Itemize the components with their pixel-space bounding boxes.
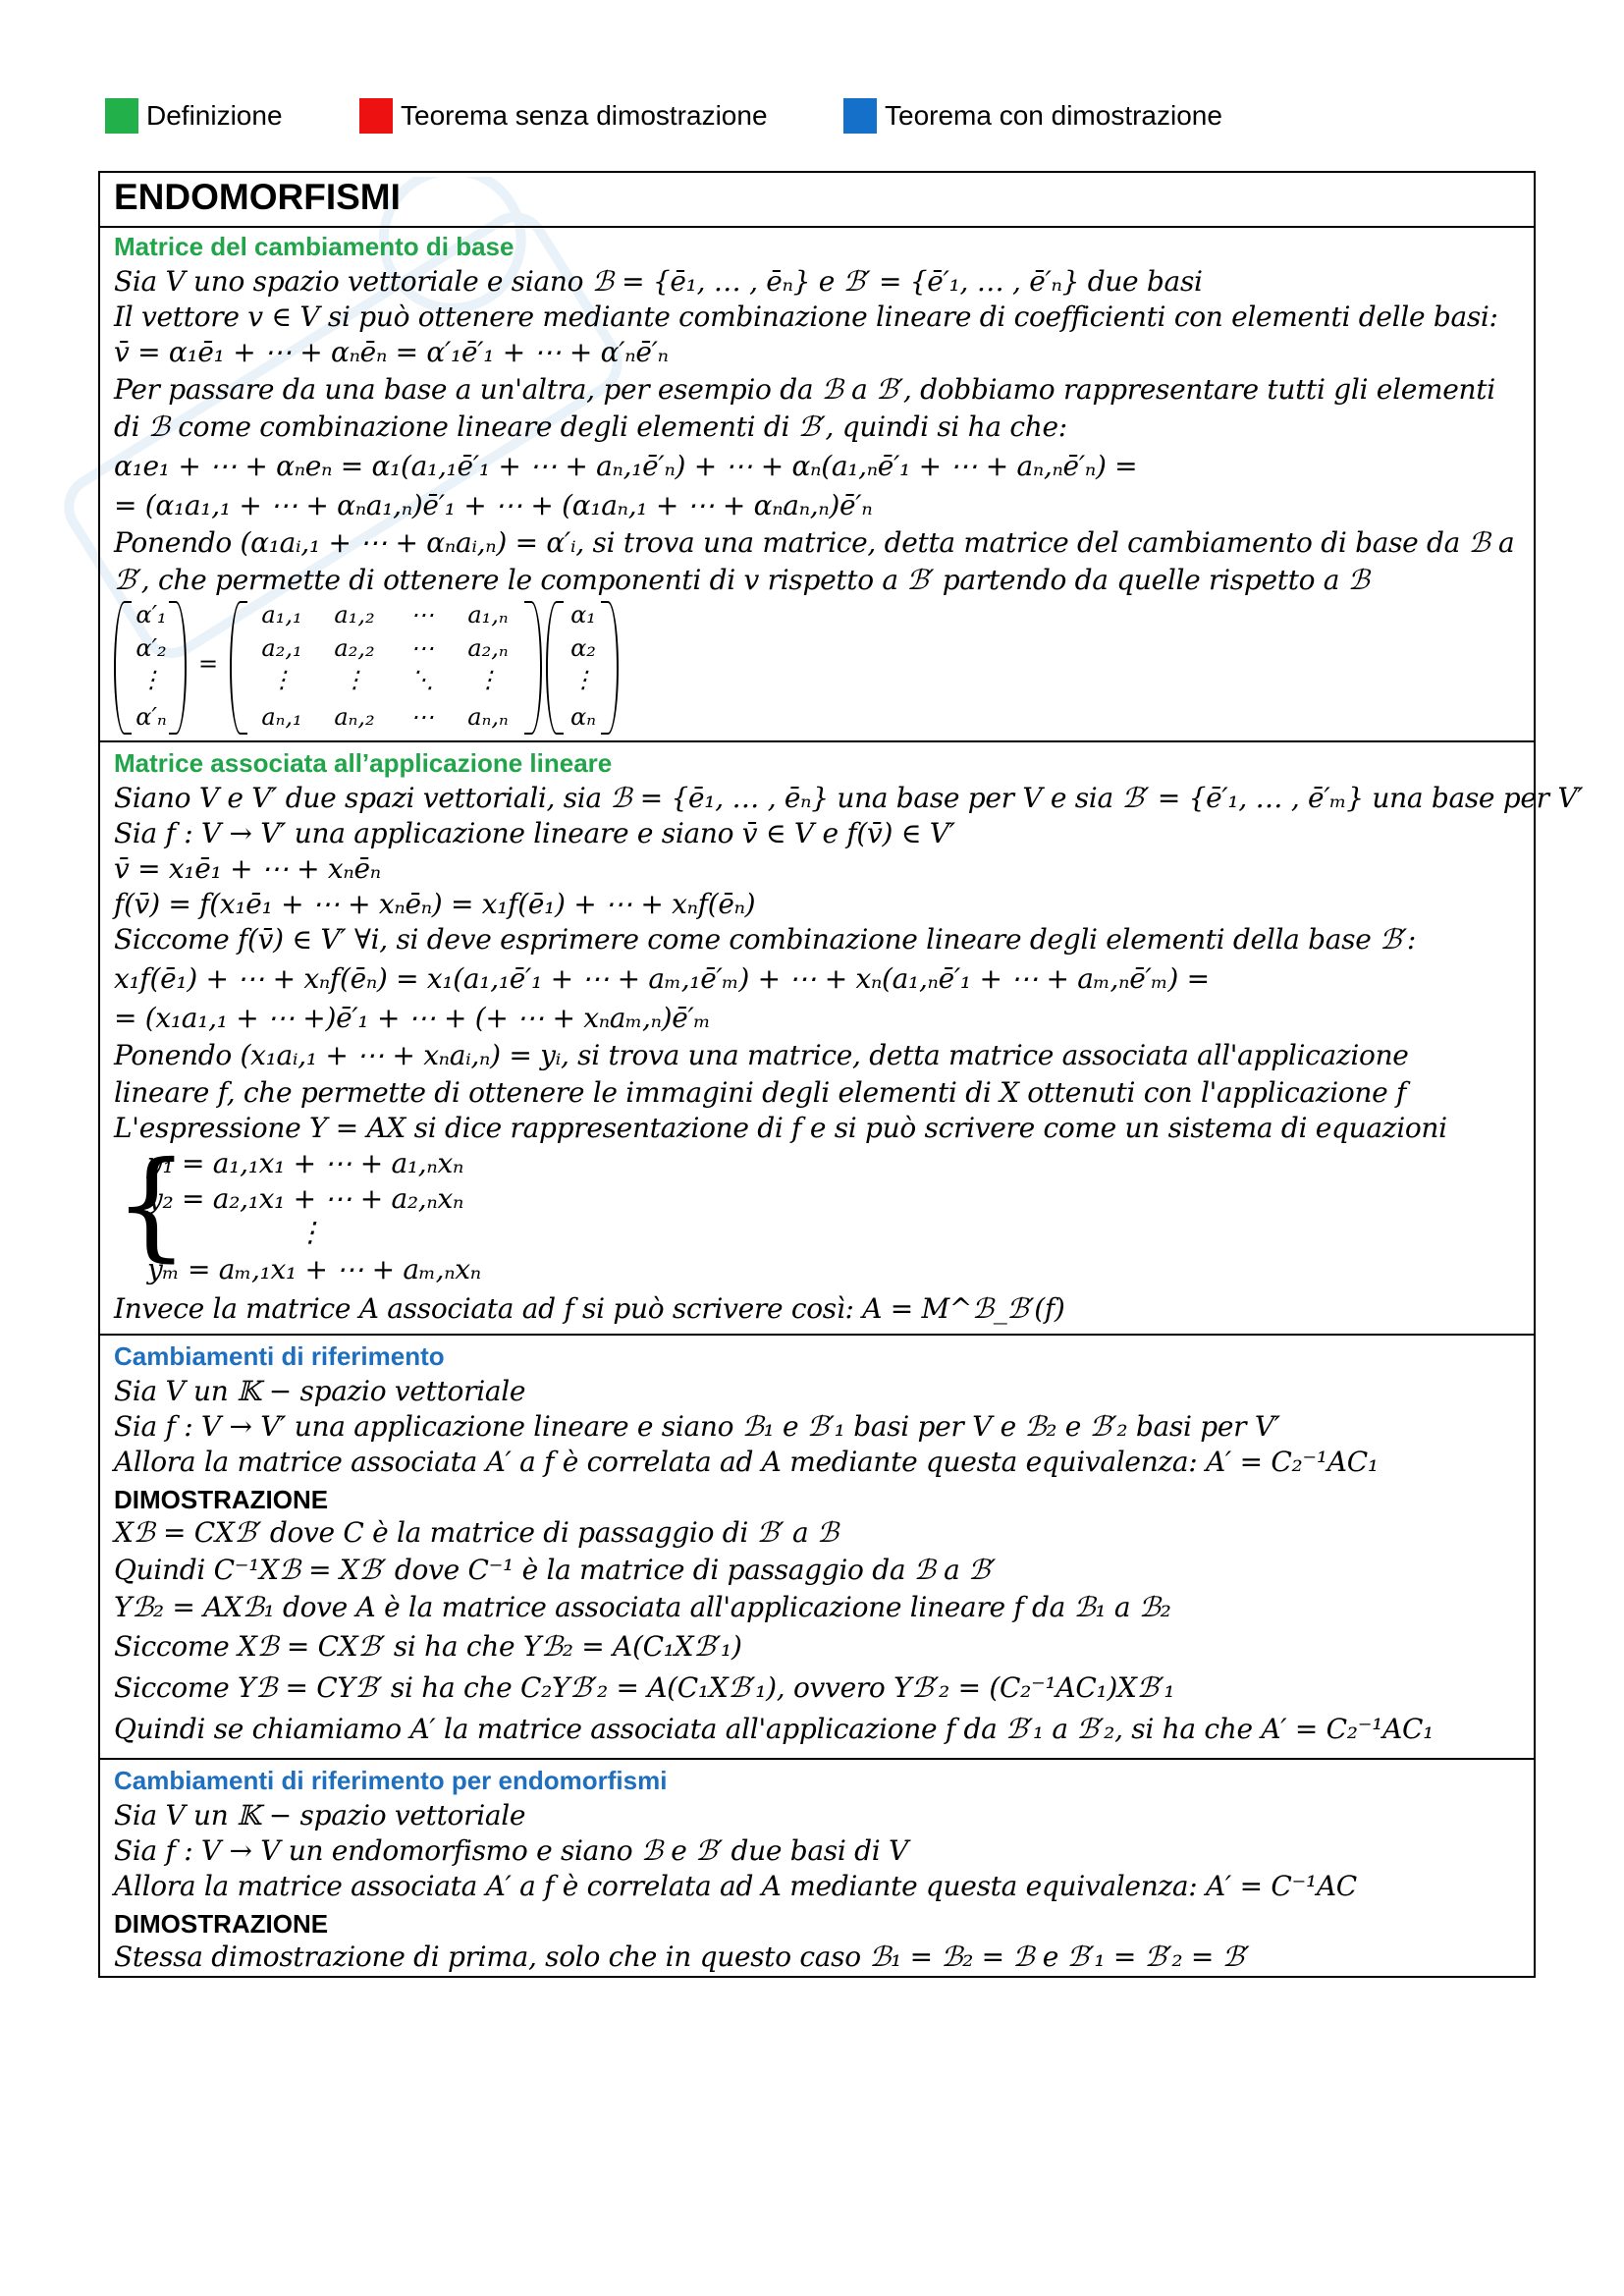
right-paren <box>169 601 187 735</box>
matrix-cell: ⋯ <box>410 601 434 629</box>
proof-line: Xℬ = CXℬ′ dove C è la matrice di passaggio di ℬ′ a ℬ <box>114 1516 839 1549</box>
legend-item-teorema-senza <box>359 96 768 136</box>
text-line: Sia V un 𝕂 − spazio vettoriale <box>114 1375 526 1407</box>
text-line: Il vettore v ∈ V si può ottenere mediante combinazione lineare di coefficienti con elementi delle basi: <box>114 301 1498 333</box>
system-equation: yₘ = aₘ,₁x₁ + ⋯ + aₘ,ₙxₙ <box>147 1253 481 1285</box>
matrix-cell: a₂,₁ <box>261 634 302 662</box>
formula-line: = (x₁a₁,₁ + ⋯ +)ē′₁ + ⋯ + (+ ⋯ + xₙaₘ,ₙ)ē′ₘ <box>114 1002 711 1034</box>
matrix-cell: a₂,₂ <box>334 634 375 662</box>
text-line: Ponendo (x₁aᵢ,₁ + ⋯ + xₙaᵢ,ₙ) = yᵢ, si trova una matrice, detta matrice associata all'applicazione <box>114 1039 1409 1071</box>
matrix-cell: α′ₙ <box>135 703 167 731</box>
document-table <box>98 171 1584 1978</box>
matrix-cell: ⋱ <box>410 666 434 693</box>
text-line: Sia f : V → V un endomorfismo e siano ℬ e ℬ′ due basi di V <box>114 1834 908 1867</box>
proof-label: DIMOSTRAZIONE <box>114 1909 329 1939</box>
legend-label: Definizione <box>146 100 283 131</box>
title-row <box>100 173 1534 228</box>
proof-line: Siccome Xℬ = CXℬ′ si ha che Yℬ₂ = A(C₁Xℬ′₁) <box>114 1630 742 1663</box>
text-line: Siano V e V′ due spazi vettoriali, sia ℬ = {ē₁, … , ēₙ} una base per V e sia ℬ′ = {ē′₁, … , ē′ₘ} una base per V′ <box>114 782 1584 814</box>
proof-line: Quindi C⁻¹Xℬ = Xℬ′ dove C⁻¹ è la matrice di passaggio da ℬ a ℬ′ <box>114 1554 996 1586</box>
green-swatch <box>105 98 138 134</box>
text-line: Per passare da una base a un'altra, per esempio da ℬ a ℬ′, dobbiamo rappresentare tutti gli elementi <box>114 373 1495 406</box>
matrix-cell: αₙ <box>570 703 596 731</box>
matrix-cell: ⋮ <box>139 666 163 693</box>
right-paren <box>524 601 542 735</box>
matrix-cell: ⋯ <box>410 703 434 731</box>
section-title: Cambiamenti di riferimento per endomorfismi <box>114 1766 668 1795</box>
matrix-cell: α₁ <box>570 601 596 629</box>
proof-line: Siccome Yℬ = CYℬ′ si ha che C₂Yℬ′₂ = A(C₁Xℬ′₁), ovvero Yℬ′₂ = (C₂⁻¹AC₁)Xℬ′₁ <box>114 1671 1175 1704</box>
text-line: L'espressione Y = AX si dice rappresentazione di f e si può scrivere come un sistema di equazioni <box>114 1112 1447 1144</box>
system-equation: y₂ = a₂,₁x₁ + ⋯ + a₂,ₙxₙ <box>147 1182 463 1215</box>
text-line: ℬ′, che permette di ottenere le componenti di v rispetto a ℬ′ partendo da quelle rispetto a ℬ <box>114 564 1370 596</box>
matrix-cell: aₙ,ₙ <box>467 703 509 731</box>
formula-line: α₁e₁ + ⋯ + αₙeₙ = α₁(a₁,₁ē′₁ + ⋯ + aₙ,₁ē′ₙ) + ⋯ + αₙ(a₁,ₙē′₁ + ⋯ + aₙ,ₙē′ₙ) = <box>114 450 1138 482</box>
text-line: di ℬ come combinazione lineare degli elementi di ℬ′, quindi si ha che: <box>114 410 1067 443</box>
formula-line: v̄ = α₁ē₁ + ⋯ + αₙēₙ = α′₁ē′₁ + ⋯ + α′ₙē′ₙ <box>114 336 669 368</box>
left-paren <box>546 601 564 735</box>
section-title: Matrice del cambiamento di base <box>114 232 514 261</box>
proof-line: Yℬ₂ = AXℬ₁ dove A è la matrice associata all'applicazione lineare f da ℬ₁ a ℬ₂ <box>114 1591 1171 1623</box>
matrix-cell: aₙ,₁ <box>261 703 302 731</box>
matrix-cell: a₂,ₙ <box>467 634 509 662</box>
proof-label: DIMOSTRAZIONE <box>114 1485 329 1514</box>
matrix-cell: ⋮ <box>343 666 366 693</box>
left-paren <box>114 601 132 735</box>
matrix-cell: ⋮ <box>270 666 294 693</box>
text-line: Sia f : V → V′ una applicazione lineare e siano v̄ ∈ V e f(v̄) ∈ V′ <box>114 817 955 849</box>
text-line: Ponendo (α₁aᵢ,₁ + ⋯ + αₙaᵢ,ₙ) = α′ᵢ, si trova una matrice, detta matrice del cambiamento di base da ℬ a <box>114 526 1515 559</box>
matrix-cell: a₁,₂ <box>334 601 375 629</box>
proof-line: Quindi se chiamiamo A′ la matrice associata all'applicazione f da ℬ′₁ a ℬ′₂, si ha che A′ = C₂⁻¹AC₁ <box>114 1713 1435 1745</box>
text-line: Allora la matrice associata A′ a f è correlata ad A mediante questa equivalenza: A′ = C⁻¹AC <box>114 1870 1357 1902</box>
matrix-cell: a₁,ₙ <box>467 601 509 629</box>
section-title: Matrice associata all’applicazione lineare <box>114 748 613 778</box>
matrix-cell: α₂ <box>570 634 596 662</box>
text-line: Siccome f(v̄) ∈ V′ ∀i, si deve esprimere come combinazione lineare degli elementi della base ℬ′: <box>114 923 1416 956</box>
system-brace: { <box>114 1137 189 1274</box>
blue-swatch <box>843 98 877 134</box>
section-cambiamenti-riferimento <box>100 1338 1534 1760</box>
right-paren <box>601 601 619 735</box>
red-swatch <box>359 98 393 134</box>
formula-line: x₁f(ē₁) + ⋯ + xₙf(ēₙ) = x₁(a₁,₁ē′₁ + ⋯ + aₘ,₁ē′ₘ) + ⋯ + xₙ(a₁,ₙē′₁ + ⋯ + aₘ,ₙē′ₘ) = <box>114 962 1210 995</box>
formula-line: = (α₁a₁,₁ + ⋯ + αₙa₁,ₙ)ē′₁ + ⋯ + (α₁aₙ,₁ + ⋯ + αₙaₙ,ₙ)ē′ₙ <box>114 489 873 521</box>
left-paren <box>230 601 247 735</box>
formula-line: v̄ = x₁ē₁ + ⋯ + xₙēₙ <box>114 852 381 885</box>
proof-line: Stessa dimostrazione di prima, solo che in questo caso ℬ₁ = ℬ₂ = ℬ e ℬ′₁ = ℬ′₂ = ℬ′ <box>114 1941 1250 1973</box>
text-line: Sia f : V → V′ una applicazione lineare e siano ℬ₁ e ℬ′₁ basi per V e ℬ₂ e ℬ′₂ basi per V′ <box>114 1410 1280 1443</box>
legend-label: Teorema senza dimostrazione <box>401 100 768 131</box>
matrix-cell: ⋮ <box>571 666 595 693</box>
system-equation: ⋮ <box>297 1216 324 1248</box>
matrix-cell: ⋯ <box>410 634 434 662</box>
legend <box>105 96 1480 136</box>
legend-label: Teorema con dimostrazione <box>885 100 1222 131</box>
text-line: lineare f, che permette di ottenere le immagini degli elementi di X ottenuti con l'applicazione f <box>114 1076 1407 1109</box>
matrix-cell: α′₁ <box>135 601 167 629</box>
section-title: Cambiamenti di riferimento <box>114 1341 445 1371</box>
text-line: Sia V uno spazio vettoriale e siano ℬ = {ē₁, … , ēₙ} e ℬ′ = {ē′₁, … , ē′ₙ} due basi <box>114 265 1203 298</box>
document-title: ENDOMORFISMI <box>114 177 401 217</box>
system-equation: y₁ = a₁,₁x₁ + ⋯ + a₁,ₙxₙ <box>147 1147 463 1179</box>
text-line: Allora la matrice associata A′ a f è correlata ad A mediante questa equivalenza: A′ = C₂⁻¹AC₁ <box>114 1446 1379 1478</box>
equals-sign: = <box>197 650 219 678</box>
section-matrice-associata <box>100 744 1584 1336</box>
formula-line: f(v̄) = f(x₁ē₁ + ⋯ + xₙēₙ) = x₁f(ē₁) + ⋯ + xₙf(ēₙ) <box>114 888 756 920</box>
section-cambiamento-base <box>100 228 1534 742</box>
matrix-cell: ⋮ <box>476 666 500 693</box>
change-of-basis-matrix-equation <box>114 601 664 738</box>
matrix-cell: a₁,₁ <box>261 601 302 629</box>
text-line: Invece la matrice A associata ad f si può scrivere così: A = M^ℬ_ℬ′(f) <box>114 1292 1065 1325</box>
legend-item-teorema-con <box>843 96 1222 136</box>
matrix-cell: aₙ,₂ <box>334 703 375 731</box>
text-line: Sia V un 𝕂 − spazio vettoriale <box>114 1799 526 1831</box>
legend-item-definizione <box>105 96 283 136</box>
section-riferimento-endomorfismi <box>100 1762 1534 1976</box>
matrix-cell: α′₂ <box>135 634 167 662</box>
